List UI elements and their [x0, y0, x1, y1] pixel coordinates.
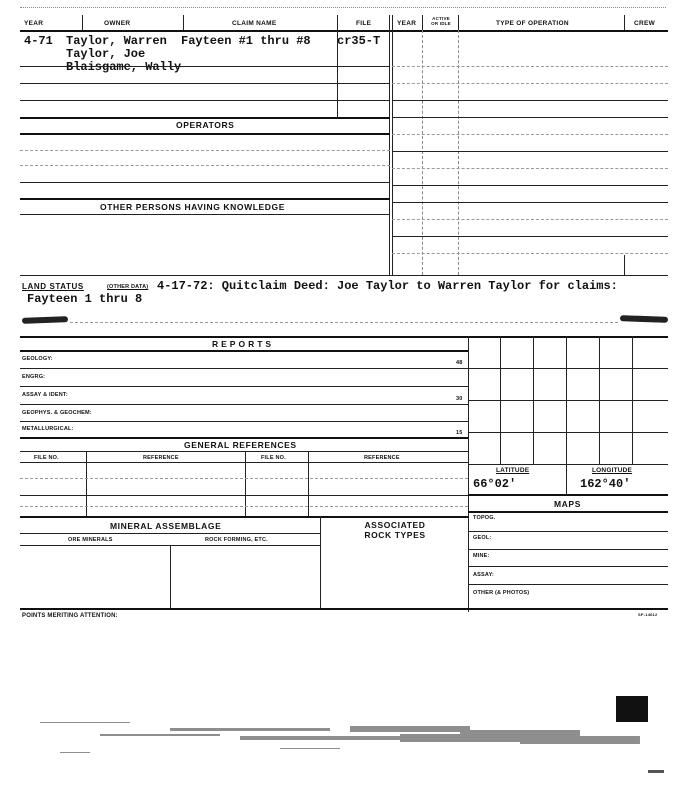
- top-edge: [20, 7, 666, 8]
- land-status-label: LAND STATUS: [22, 282, 84, 291]
- owner-row-3-owner: Blaisgame, Wally: [66, 60, 182, 74]
- general-references-heading: GENERAL REFERENCES: [184, 440, 297, 450]
- maps-other-label: OTHER (& PHOTOS): [473, 590, 530, 596]
- owner-row-1-year: 4-71: [24, 34, 53, 48]
- form-number: SP-14612: [638, 612, 658, 617]
- associated-rock-types-heading: ASSOCIATED ROCK TYPES: [364, 520, 426, 540]
- maps-topog-label: TOPOG.: [473, 515, 496, 521]
- header-rule: [20, 30, 668, 32]
- report-geophys-label: GEOPHYS. & GEOCHEM:: [22, 410, 92, 416]
- header-type-of-operation: TYPE OF OPERATION: [496, 20, 569, 27]
- ref-header-file-no-2: FILE NO.: [261, 455, 286, 461]
- report-assay-label: ASSAY & IDENT:: [22, 392, 68, 398]
- longitude-value: 162°40': [580, 477, 631, 491]
- maps-assay-label: ASSAY:: [473, 572, 495, 578]
- other-persons-heading: OTHER PERSONS HAVING KNOWLEDGE: [100, 202, 286, 212]
- owner-row-1-claim: Fayteen #1 thru #8: [181, 34, 311, 48]
- maps-mine-label: MINE:: [473, 553, 490, 559]
- header-year: YEAR: [24, 20, 44, 27]
- header-crew: CREW: [634, 20, 656, 27]
- land-status-text-line-2: Fayteen 1 thru 8: [27, 292, 143, 306]
- land-status-text-line-1: 4-17-72: Quitclaim Deed: Joe Taylor to Warren Taylor for claims:: [157, 279, 618, 293]
- report-metallurgical-num: 15: [456, 430, 463, 436]
- header-file: FILE: [356, 20, 372, 27]
- ref-header-reference-2: REFERENCE: [364, 455, 400, 461]
- ore-minerals-label: ORE MINERALS: [68, 537, 113, 543]
- maps-heading: MAPS: [554, 499, 581, 509]
- owner-row-1-owner: Taylor, Warren: [66, 34, 167, 48]
- rock-forming-label: ROCK FORMING, ETC.: [205, 537, 268, 543]
- mineral-assemblage-heading: MINERAL ASSEMBLAGE: [110, 521, 222, 531]
- maps-geol-label: GEOL:: [473, 535, 492, 541]
- scan-smudge-left: [22, 316, 68, 324]
- operators-heading: OPERATORS: [176, 120, 235, 130]
- owner-row-2-owner: Taylor, Joe: [66, 47, 146, 61]
- report-metallurgical-label: METALLURGICAL:: [22, 426, 74, 432]
- longitude-label: LONGITUDE: [592, 467, 633, 474]
- header-active-idle: ACTIVE OR IDLE: [431, 16, 451, 26]
- land-status-sub: (OTHER DATA): [107, 284, 149, 290]
- owner-row-1-file: cr35-T: [337, 34, 381, 48]
- report-geology-label: GEOLOGY:: [22, 356, 53, 362]
- header-owner: OWNER: [104, 20, 131, 27]
- scan-noise: [20, 690, 670, 780]
- header-year-2: YEAR: [397, 20, 417, 27]
- report-geology-num: 48: [456, 360, 463, 366]
- report-engrg-label: ENGRG:: [22, 374, 46, 380]
- report-assay-num: 30: [456, 396, 463, 402]
- ref-header-reference: REFERENCE: [143, 455, 179, 461]
- latitude-value: 66°02': [473, 477, 517, 491]
- header-claim-name: CLAIM NAME: [232, 20, 277, 27]
- latitude-label: LATITUDE: [496, 467, 530, 474]
- reports-heading: REPORTS: [212, 339, 275, 349]
- points-meriting-attention-label: POINTS MERITING ATTENTION:: [22, 613, 118, 619]
- ref-header-file-no: FILE NO.: [34, 455, 59, 461]
- scan-smudge-right: [620, 315, 668, 323]
